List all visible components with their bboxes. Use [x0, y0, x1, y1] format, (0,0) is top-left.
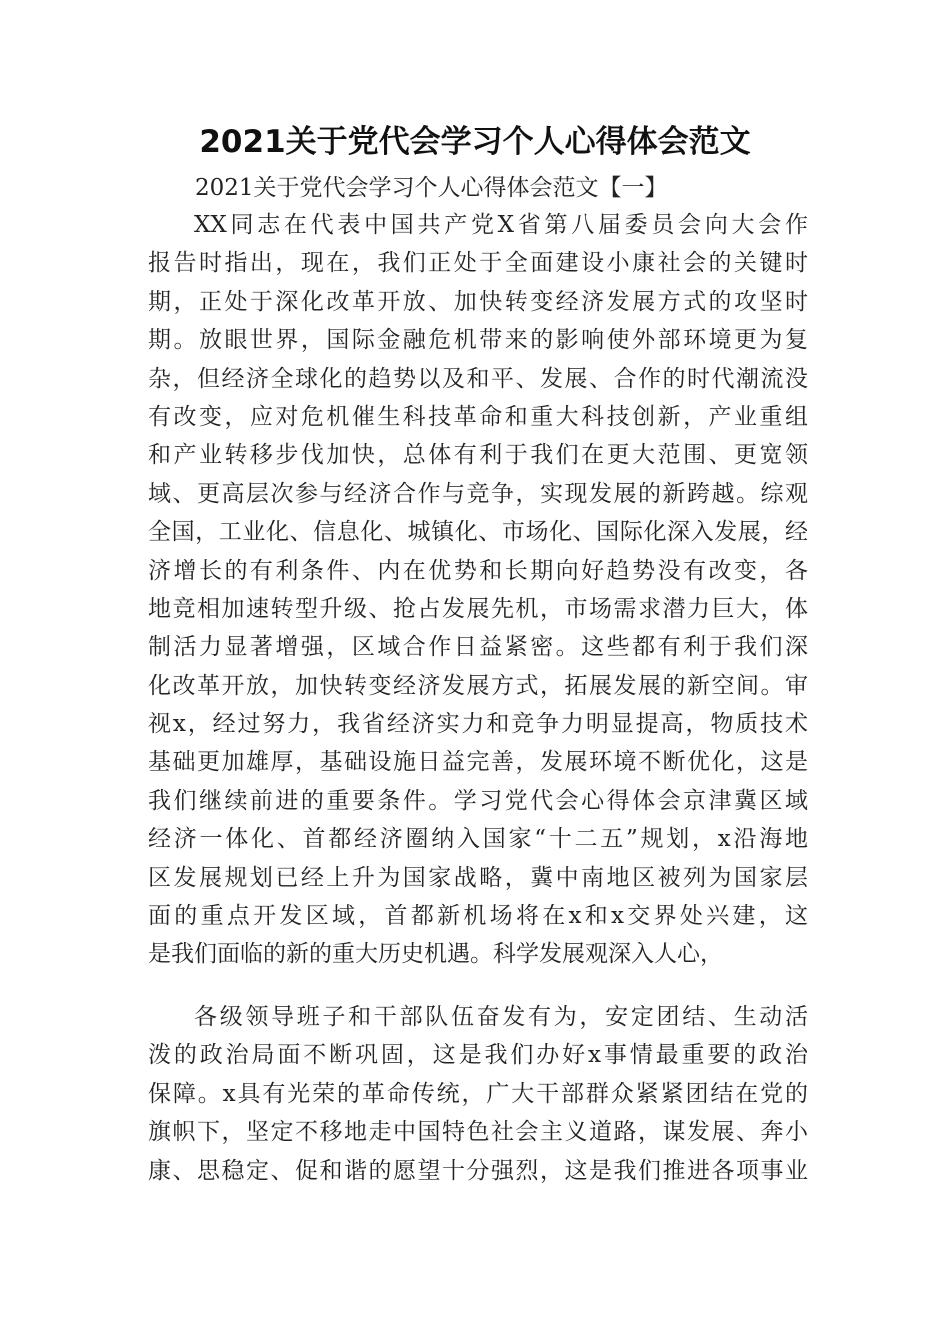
paragraph-line: 保障。x具有光荣的革命传统，广大干部群众紧紧团结在党的 [148, 1080, 808, 1107]
paragraph-line: XX同志在代表中国共产党X省第八届委员会向大会作 [194, 212, 808, 238]
paragraph-line: 期，正处于深化改革开放、加快转变经济发展方式的攻坚时 [148, 288, 808, 315]
paragraph-line: 化改革开放，加快转变经济发展方式，拓展发展的新空间。审 [148, 672, 808, 699]
document-subtitle: 2021关于党代会学习个人心得体会范文【一】 [195, 175, 668, 201]
paragraph-line: 泼的政治局面不断巩固，这是我们办好x事情最重要的政治 [148, 1042, 808, 1069]
paragraph-line: 杂，但经济全球化的趋势以及和平、发展、合作的时代潮流没 [148, 365, 808, 392]
paragraph-line: 报告时指出，现在，我们正处于全面建设小康社会的关键时 [148, 250, 808, 277]
paragraph-line: 和产业转移步伐加快，总体有利于我们在更大范围、更宽领 [148, 442, 808, 469]
paragraph-line: 地竞相加速转型升级、抢占发展先机，市场需求潜力巨大，体 [148, 595, 808, 622]
document-title: 2021关于党代会学习个人心得体会范文 [199, 124, 751, 160]
paragraph-line: 基础更加雄厚，基础设施日益完善，发展环境不断优化，这是 [148, 749, 808, 776]
paragraph-line: 有改变，应对危机催生科技革命和重大科技创新，产业重组 [148, 403, 808, 430]
body-paragraph-2 [148, 998, 808, 1190]
paragraph-line: 康、思稳定、促和谐的愿望十分强烈，这是我们推进各项事业 [148, 1157, 808, 1184]
paragraph-line: 经济一体化、首都经济圈纳入国家“十二五”规划，x沿海地 [148, 826, 808, 853]
paragraph-line: 各级领导班子和干部队伍奋发有为，安定团结、生动活 [194, 1004, 808, 1030]
paragraph-line: 济增长的有利条件、内在优势和长期向好趋势没有改变，各 [148, 557, 808, 584]
paragraph-line: 旗帜下，坚定不移地走中国特色社会主义道路，谋发展、奔小 [148, 1119, 808, 1146]
paragraph-line: 期。放眼世界，国际金融危机带来的影响使外部环境更为复 [148, 327, 808, 354]
body-paragraph-1 [148, 206, 808, 974]
paragraph-line: 视x，经过努力，我省经济实力和竞争力明显提高，物质技术 [148, 711, 808, 738]
paragraph-line: 是我们面临的新的重大历史机遇。科学发展观深入人心， [148, 941, 723, 968]
paragraph-line: 全国，工业化、信息化、城镇化、市场化、国际化深入发展，经 [148, 519, 808, 546]
paragraph-line: 域、更高层次参与经济合作与竞争，实现发展的新跨越。综观 [148, 480, 808, 507]
paragraph-line: 区发展规划已经上升为国家战略，冀中南地区被列为国家层 [148, 864, 808, 891]
paragraph-line: 面的重点开发区域，首都新机场将在x和x交界处兴建，这 [148, 903, 808, 930]
paragraph-line: 我们继续前进的重要条件。学习党代会心得体会京津冀区域 [148, 787, 808, 814]
paragraph-line: 制活力显著增强，区域合作日益紧密。这些都有利于我们深 [148, 634, 808, 661]
